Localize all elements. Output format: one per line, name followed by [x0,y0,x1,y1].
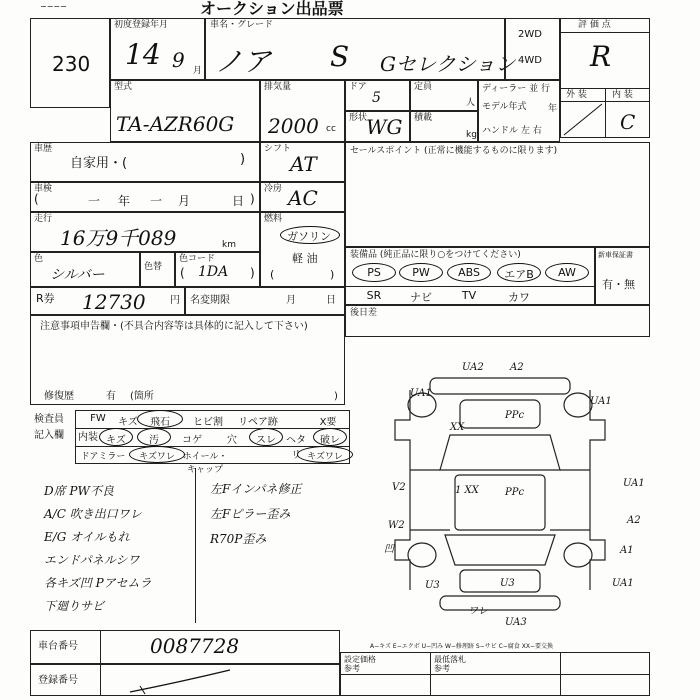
recycle-value: 12730 [82,290,146,314]
equipment-item: ナビ [410,291,432,304]
sales-point-box [345,142,650,247]
inspector-item: キズ [118,417,138,428]
rating-exterior-label: 外 装 [566,90,587,100]
load-unit: kg [466,130,477,140]
equipment-item-circle [497,263,541,282]
diagram-label: U3 [425,580,440,591]
usage-box [30,142,260,182]
chassis-label: 車台番号 [38,641,78,652]
inspection-month-unit: 月 [178,194,191,208]
dealer-label: ディーラー 並 行 [482,84,551,94]
inspector-item: ヒビ割 [193,417,223,428]
warranty-value: 有・無 [602,278,635,291]
registration-year: 14 [125,38,161,71]
equipment-item: カワ [508,291,530,304]
inspector-item: 破レ [320,435,340,446]
notes-label: 注意事項申告欄・(不具合内容等は具体的に記入して下さい) [40,321,308,332]
inspection-day-unit: 日 [232,194,245,208]
mileage-unit: km [222,240,236,250]
name-change-label: 名変期限 [190,295,230,306]
model-value: TA-AZR60G [116,112,235,136]
usage-close: ) [240,152,246,167]
diagram-label: UA3 [505,617,527,628]
equipment-item: エアB [504,268,534,281]
displacement-label: 排気量 [264,82,292,92]
displacement-unit: cc [326,124,336,134]
car-name-label: 車名・グレード [210,20,274,30]
model-label: 型式 [114,82,133,92]
diagram-label: XX [450,422,465,433]
inspector-item: キズワレ [139,452,175,462]
rear-seat-box [345,305,650,337]
handwritten-note: E/G オイルもれ [44,530,130,544]
equipment-label: 装備品 (純正品に限り○をつけてください) [350,250,521,260]
equipment-item-circle [545,263,589,282]
inspector-label-2: 記入欄 [34,430,64,441]
handwritten-note: 左Fピラー歪み [210,507,291,521]
handle-label: ハンドル 左 右 [482,126,542,136]
usage-value: 自家用・( [70,156,128,171]
equipment-item-circle [399,263,443,282]
inspector-item: キズ [106,435,126,446]
ac-value: AC [288,186,318,210]
color-label: 色 [34,254,44,264]
mileage-value: 16万9千089 [60,226,177,250]
equipment-item-circle [352,263,396,282]
car-name: ノア [215,45,272,78]
warranty-label: 新車保証書 [598,251,633,259]
diagram-label: A2 [627,515,641,526]
diagram-label: PPc [505,487,525,498]
inspector-item: リペア跡 [238,417,278,428]
inspector-item: FW [90,413,106,424]
fuel-paren-open: ( [270,268,275,281]
rating-label: 評 価 点 [578,20,611,30]
color-value: シルバー [50,267,105,283]
equipment-item: AW [558,266,576,279]
header-title: オークション出品票 [200,0,344,18]
reg-number-strike [120,664,340,696]
car-grade: S [330,40,350,73]
drive-box [505,18,560,80]
model-year-label: モデル年式 [482,102,527,112]
inspector-item-circle [249,428,283,446]
load-label: 積載 [414,113,433,123]
inspector-item: ドアミラー [80,452,126,462]
inspector-item-circle [99,428,133,446]
drive-4wd: 4WD [518,55,542,66]
equipment-item-circle [447,263,491,282]
lot-number: 230 [52,52,91,76]
inspector-item: 汚 [149,435,159,446]
inspector-item: 飛石 [150,417,170,428]
inspection-label: 車検 [34,184,53,194]
handwritten-note: R70P歪み [210,532,267,546]
inspector-label-1: 検査員 [34,414,64,425]
fuel-light-oil: 軽 油 [292,252,318,265]
recycle-label: R券 [36,292,55,305]
diagram-label: 1 XX [455,485,479,496]
diagram-label: UA1 [410,388,432,399]
inspection-year-unit: 年 [118,194,131,208]
inspector-item-circle [137,428,171,446]
rating-value: R [590,40,612,73]
repair-value: 有 [106,391,116,402]
repair-part: (箇所 [130,391,154,402]
repair-close: ) [334,391,338,402]
inspector-item-circle [137,410,183,428]
usage-label: 車歴 [34,144,53,154]
displacement-value: 2000 [268,114,319,138]
inspector-item: ヘタリ [286,435,306,461]
inspection-box [30,182,260,212]
shift-value: AT [290,152,317,176]
equipment-item: ABS [458,266,480,279]
handwritten-note: 各キズ凹 Pアセムラ [44,576,152,590]
diagram-label: V2 [392,482,406,493]
repair-label: 修復歴 [44,391,74,402]
car-grade-detail: Gセレクション [380,52,516,76]
drive-2wd: 2WD [518,29,542,40]
inspection-month-mark: 一 [150,194,163,208]
capacity-label: 定員 [414,82,433,92]
inspector-item: 穴 [227,435,237,446]
rating-interior-value: C [620,110,636,134]
diagram-label: U3 [500,578,515,589]
inspector-item-circle [297,446,353,463]
registration-month-unit: 月 [193,66,203,76]
reg-number-label: 登録番号 [38,675,78,686]
sales-point-label: セールスポイント (正常に機能するものに限ります) [350,146,558,156]
capacity-unit: 人 [466,98,476,108]
inspector-item: X要 [319,417,337,428]
inspector-row2-label: 内装 [78,432,98,443]
registration-label: 初度登録年月 [114,20,169,30]
shape-value: WG [366,115,403,139]
shift-label: シフト [264,144,292,154]
diagram-label: ワレ [468,606,488,617]
inspector-item: ホイール・キャップ [182,452,228,475]
color-paren-open: ( [180,266,185,280]
color-code-value: 1DA [198,264,229,280]
inspection-year-mark: 一 [88,194,101,208]
fuel-label: 燃料 [264,214,283,224]
fuel-paren-close: ) [330,268,335,281]
diagram-label: A1 [620,545,634,556]
diagram-label: A2 [510,362,524,373]
rating-interior-label: 内 装 [612,90,633,100]
inspector-item-circle [313,428,347,446]
fee-label-1: 設定価格 [344,655,376,664]
name-change-month: 月 [286,295,296,306]
inspector-item: スレ [256,435,276,446]
shape-label: 形状 [349,113,368,123]
equipment-item: PS [367,266,381,279]
legend-text: A−キズ E−エクボ U−凹み W−修理跡 S−サビ C−腐食 XX−要交換 [370,643,553,650]
equipment-item: TV [461,289,477,302]
inspector-item-circle [129,446,185,463]
diagram-label: 凹 [384,544,394,555]
inspector-item: コゲ [182,435,202,446]
equipment-item: SR [366,289,382,302]
diagram-label: UA2 [462,362,484,373]
color-change-label: 色替 [144,262,163,272]
handwritten-note: A/C 吹き出口ワレ [44,507,142,521]
handwritten-note: エンドパネルシワ [44,553,140,567]
color-code-label: 色コード [179,254,216,264]
name-change-day: 日 [326,295,336,306]
diagram-label: UA1 [623,478,645,489]
ac-label: 冷房 [264,184,283,194]
doors-value: 5 [372,90,381,106]
diagram-label: UA1 [612,578,634,589]
recycle-unit: 円 [170,295,180,306]
handwritten-note: 左Fインパネ修正 [210,482,302,496]
diagram-label: PPc [505,410,525,421]
mileage-label: 走行 [34,214,53,224]
registration-month: 9 [172,48,185,72]
inspection-paren-open: ( [34,192,39,206]
handwritten-note: 下廻りサビ [44,599,105,613]
fee-label-2: 参考 [344,664,360,673]
rating-exterior-slash [560,101,605,138]
header-top-text: −−−− [40,2,67,11]
model-year-unit: 年 [548,104,558,114]
fee-label-3: 最低落札 [434,655,466,664]
diagram-label: UA1 [590,396,612,407]
equipment-item: PW [412,266,430,279]
doors-label: ドア [349,82,367,92]
chassis-value: 0087728 [150,634,240,658]
color-paren-close: ) [250,266,255,280]
inspector-item: キズワレ [307,452,343,462]
rear-seat-label: 後日差 [350,308,378,318]
fuel-value: ガソリン [287,230,331,243]
handwritten-note: D席 PW不良 [44,484,114,498]
inspection-paren-close: ) [250,192,255,206]
fee-label-4: 参考 [434,664,450,673]
diagram-label: W2 [388,520,405,531]
